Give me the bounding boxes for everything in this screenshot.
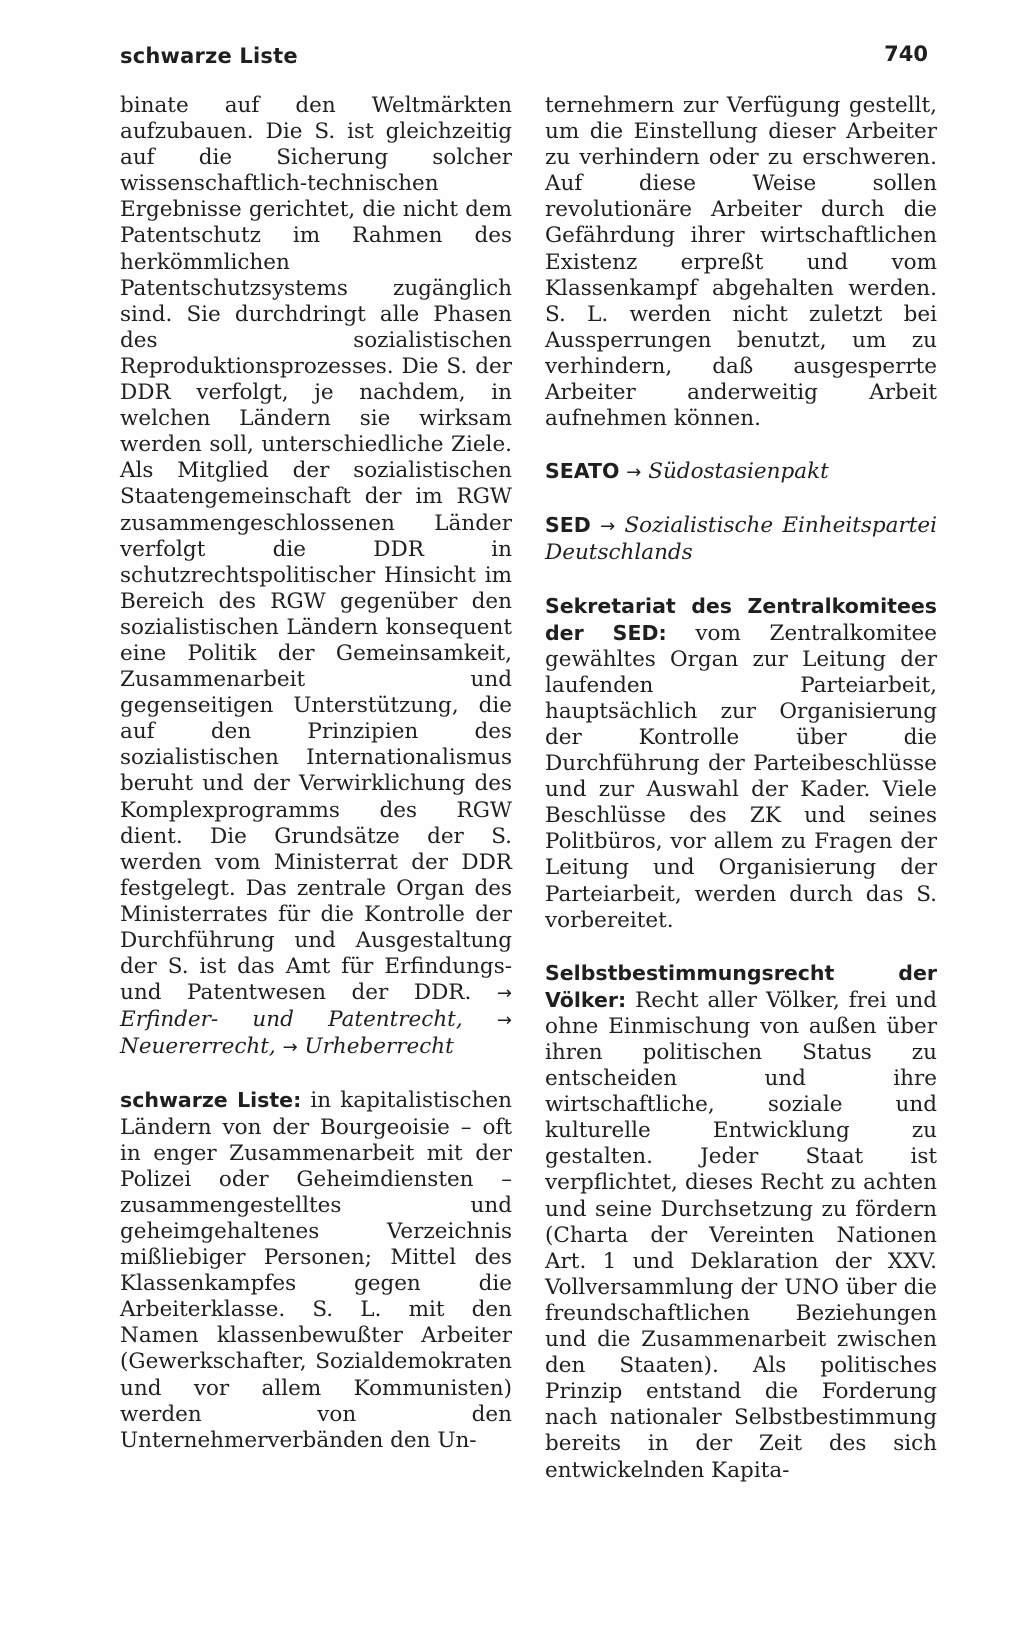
entry-text: vom Zentralkomitee gewähltes Organ zur Leitung der laufenden Parteiarbeit, hauptsächlich zur Organisierung der Kontrolle über die Durchführung der Parteibeschlüsse und zur Auswahl der Kader. Viele Beschlüsse des ZK und seines Politbüros, vor allem zu Fragen der Leitung und Organisierung der Parteiarbeit, werden durch das S. vorbereitet. [545, 620, 937, 933]
cross-ref-sed-partei: Sozialistische Einheitspartei Deutschlands [545, 513, 937, 566]
entry-seato [545, 458, 937, 486]
cross-ref-arrow-icon: → [626, 462, 642, 484]
cross-ref-arrow-icon: → [282, 1037, 298, 1059]
entry-schwarze-liste [120, 1087, 512, 1453]
running-header-term: schwarze Liste [120, 44, 298, 68]
entry-sed [545, 512, 937, 566]
cross-ref-urheberrecht: Urheberrecht [304, 1034, 454, 1060]
cross-ref-erfinderrecht: Erfinder- und Patentrecht, [120, 1007, 463, 1033]
right-continuation-paragraph: ternehmern zur Verfügung gestellt, um die Einstellung dieser Arbeiter zu verhindern oder zu erschweren. Auf diese Weise sollen revolutionäre Arbeiter durch die Gefährdung ihrer wirtschaftlichen Existenz erpreßt und vom Klassenkampf abgehalten werden. S. L. werden nicht zuletzt bei Aussperrungen benutzt, um zu verhindern, daß ausgesperrte Arbeiter anderweitig Arbeit aufnehmen können. [545, 93, 937, 432]
entry-selbstbestimmungsrecht [545, 960, 937, 1484]
cross-ref-arrow-icon: → [600, 516, 616, 538]
right-column [545, 93, 937, 1484]
cross-ref-suedostasienpakt: Südostasienpakt [648, 459, 829, 485]
left-column [120, 93, 512, 1454]
page-number: 740 [884, 42, 928, 66]
headword-sed: SED [545, 513, 591, 538]
headword-selbstbestimmungsrecht: Selbstbestimmungsrecht der Völker: [545, 960, 937, 1012]
entry-sekretariat [545, 593, 937, 934]
headword-seato: SEATO [545, 459, 620, 484]
cross-ref-neuererrecht: Neuererrecht, [120, 1034, 276, 1060]
entry-text: in kapitalistischen Ländern von der Bourgeoisie – oft in enger Zusammenarbeit mit der Polizei oder Geheimdiensten – zusammengestelltes und geheimgehaltenes Verzeichnis mißliebiger Personen; Mittel des Klassenkampfes gegen die Arbeiterklasse. S. L. mit den Namen klassenbewußter Arbeiter (Gewerkschafter, Sozialdemokraten und vor allem Kommunisten) werden von den Unternehmerverbänden den Un- [120, 1088, 512, 1453]
continuation-text: binate auf den Weltmärkten aufzubauen. Die S. ist gleichzeitig auf die Sicherung solcher wissenschaftlich-technischen Ergebnisse gerichtet, die nicht dem Patentschutz im Rahmen des herkömmlichen Patentschutzsystems zugänglich sind. Sie durchdringt alle Phasen des sozialistischen Reproduktionsprozesses. Die S. der DDR verfolgt, je nachdem, in welchen Ländern sie wirksam werden soll, unterschiedliche Ziele. Als Mitglied der sozialistischen Staatengemeinschaft der im RGW zusammengeschlossenen Länder verfolgt die DDR in schutzrechtspolitischer Hinsicht im Bereich des RGW gegenüber den sozialistischen Ländern konsequent eine Politik der Gemeinsamkeit, Zusammenarbeit und gegenseitigen Unterstützung, die auf den Prinzipien des sozialistischen Internationalismus beruht und der Verwirklichung des Komplexprogramms des RGW dient. Die Grundsätze der S. werden vom Ministerrat der DDR festgelegt. Das zentrale Organ des Ministerrates für die Kontrolle der Durchführung und Ausgestaltung der S. ist das Amt für Erfindungs- und Patentwesen der DDR. [120, 93, 512, 1006]
left-continuation-paragraph [120, 93, 512, 1061]
cross-ref-arrow-icon: → [496, 1010, 512, 1032]
entry-text: Recht aller Völker, frei und ohne Einmischung von außen über ihren politischen Status zu entscheiden und ihre wirtschaftliche, soziale und kulturelle Entwicklung zu gestalten. Jeder Staat ist verpflichtet, dieses Recht zu achten und seine Durchsetzung zu fördern (Charta der Vereinten Nationen Art. 1 und Deklaration der XXV. Vollversammlung der UNO über die freundschaftlichen Beziehungen und die Zusammenarbeit zwischen den Staaten). Als politisches Prinzip entstand die Forderung nach nationaler Selbstbestimmung bereits in der Zeit des sich entwickelnden Kapita- [545, 987, 937, 1483]
headword-schwarze-liste: schwarze Liste: [120, 1088, 302, 1113]
headword-sekretariat: Sekretariat des Zentralkomitees der SED: [545, 593, 937, 645]
cross-ref-arrow-icon: → [496, 983, 512, 1005]
